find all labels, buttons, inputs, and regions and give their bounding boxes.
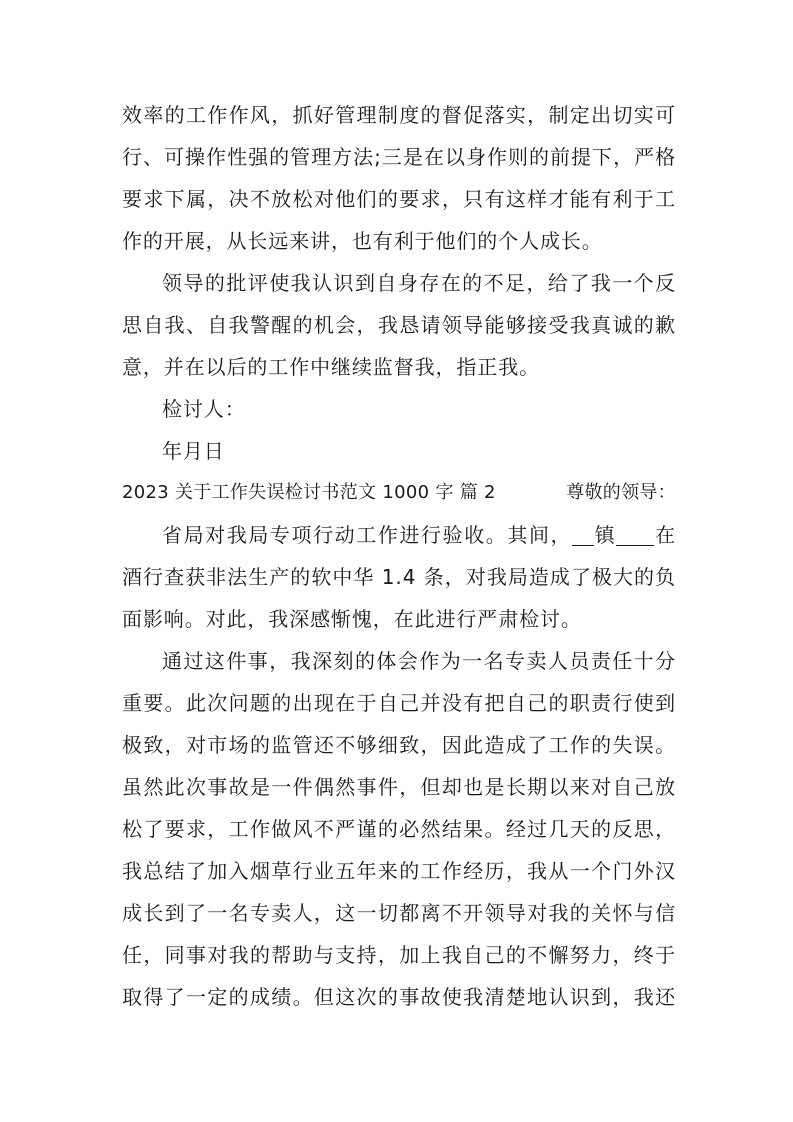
text-line: 思自我、自我警醒的机会，我恳请领导能够接受我真诚的歉	[122, 313, 676, 337]
text-line: 松了要求，工作做风不严谨的必然结果。经过几天的反思，	[122, 817, 676, 841]
text-line-with-blanks	[122, 514, 676, 556]
text-line: 酒行查获非法生产的软中华 1.4 条，对我局造成了极大的负	[122, 565, 676, 589]
text-line: 成长到了一名专卖人，这一切都离不开领导对我的关怀与信	[122, 901, 676, 925]
salutation: 尊敬的领导：	[566, 482, 676, 503]
text-line: 作的开展，从长远来讲，也有利于他们的个人成长。	[122, 229, 603, 253]
signature-label: 检讨人：	[162, 397, 246, 421]
text-segment: 省局对我局专项行动工作进行验收。其间，	[162, 523, 573, 547]
text-line: 我总结了加入烟草行业五年来的工作经历，我从一个门外汉	[122, 859, 676, 883]
section-heading	[122, 472, 676, 514]
text-line: 虽然此次事故是一件偶然事件，但却也是长期以来对自己放	[122, 775, 676, 799]
text-line: 领导的批评使我认识到自身存在的不足，给了我一个反	[162, 271, 676, 295]
document-body	[122, 94, 676, 1018]
text-line: 意，并在以后的工作中继续监督我，指正我。	[122, 355, 540, 379]
text-segment: 镇	[594, 523, 617, 547]
text-line: 任，同事对我的帮助与支持，加上我自己的不懈努力，终于	[122, 943, 676, 967]
date-label: 年月日	[162, 439, 225, 463]
text-line: 要求下属，决不放松对他们的要求，只有这样才能有利于工	[122, 187, 676, 211]
text-line: 通过这件事，我深刻的体会作为一名专卖人员责任十分	[162, 649, 676, 673]
text-line: 重要。此次问题的出现在于自己并没有把自己的职责行使到	[122, 691, 676, 715]
fill-in-blank	[616, 521, 654, 546]
section-title: 2023 关于工作失误检讨书范文 1000 字 篇 2	[122, 482, 496, 503]
text-line: 面影响。对此，我深感惭愧，在此进行严肃检讨。	[122, 607, 582, 631]
text-line: 取得了一定的成绩。但这次的事故使我清楚地认识到，我还	[122, 985, 676, 1009]
text-line: 效率的工作作风，抓好管理制度的督促落实，制定出切实可	[122, 103, 676, 127]
text-line: 极致，对市场的监管还不够细致，因此造成了工作的失误。	[122, 733, 676, 757]
text-line: 行、可操作性强的管理方法;三是在以身作则的前提下，严格	[122, 145, 676, 169]
fill-in-blank	[572, 521, 594, 546]
text-segment: 在	[654, 523, 676, 547]
